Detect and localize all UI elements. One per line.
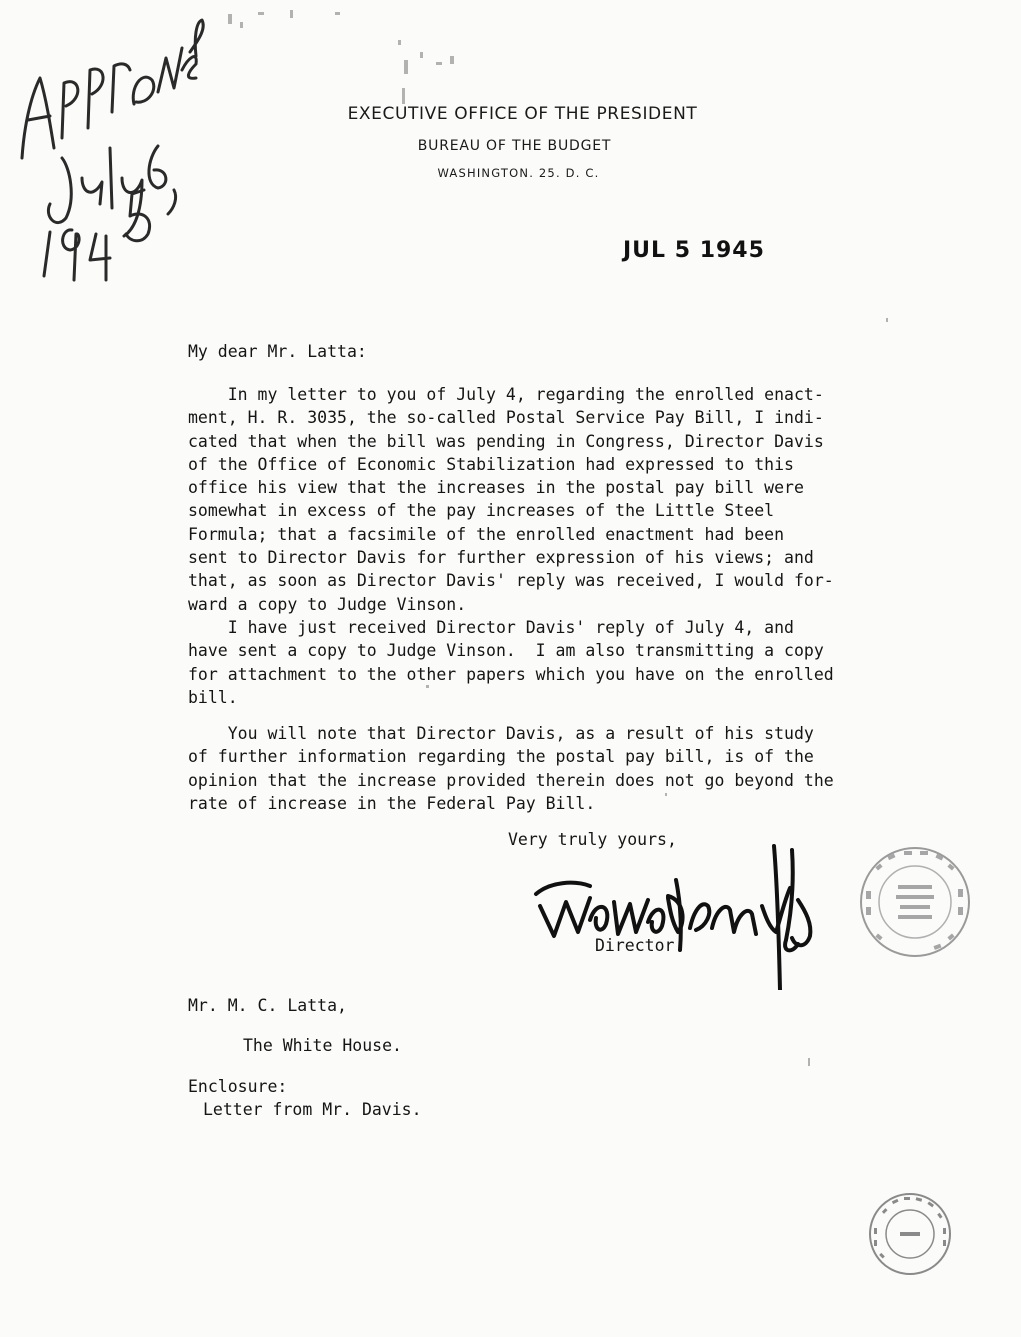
salutation: My dear Mr. Latta:: [188, 342, 367, 361]
letterhead-address: WASHINGTON. 25. D. C.: [437, 166, 600, 180]
text-line: of the Office of Economic Stabilization had expressed to this: [188, 454, 794, 474]
text-line: for attachment to the other papers which you have on the enrolled: [188, 664, 834, 684]
text-line: Formula; that a facsimile of the enrolled enactment had been: [188, 524, 785, 544]
signer-title: Director.: [595, 936, 685, 955]
enclosure-item: Letter from Mr. Davis.: [203, 1100, 422, 1119]
closing: Very truly yours,: [508, 830, 677, 849]
addressee-name: Mr. M. C. Latta,: [188, 996, 347, 1015]
text-line: somewhat in excess of the pay increases of the Little Steel: [188, 501, 775, 521]
body-paragraph-1: [188, 383, 888, 616]
text-line: sent to Director Davis for further expression of his views; and: [188, 548, 814, 568]
letterhead-office: EXECUTIVE OFFICE OF THE PRESIDENT: [347, 104, 698, 124]
text-line: of further information regarding the postal pay bill, is of the: [188, 747, 814, 767]
body-paragraph-3: [188, 722, 888, 815]
text-line: You will note that Director Davis, as a result of his study: [188, 724, 814, 743]
text-line: cated that when the bill was pending in Congress, Director Davis: [188, 431, 824, 451]
text-line: opinion that the increase provided therein does not go beyond the: [188, 770, 834, 790]
enclosure-label: Enclosure:: [188, 1077, 288, 1096]
signature: [530, 840, 830, 990]
addressee-location: The White House.: [243, 1036, 402, 1055]
text-line: In my letter to you of July 4, regarding the enrolled enact-: [188, 385, 824, 404]
library-seal: [858, 845, 973, 960]
text-line: I have just received Director Davis' reply of July 4, and: [188, 618, 794, 637]
text-line: that, as soon as Director Davis' reply was received, I would for-: [188, 571, 834, 591]
letterhead-bureau: BUREAU OF THE BUDGET: [417, 138, 612, 154]
text-line: bill.: [188, 687, 238, 707]
body-paragraph-2: [188, 616, 888, 709]
text-line: rate of increase in the Federal Pay Bill.: [188, 793, 596, 813]
nara-seal: [868, 1192, 953, 1277]
text-line: ward a copy to Judge Vinson.: [188, 594, 467, 614]
text-line: have sent a copy to Judge Vinson. I am also transmitting a copy: [188, 641, 824, 661]
text-line: ment, H. R. 3035, the so-called Postal Service Pay Bill, I indi-: [188, 408, 824, 428]
text-line: office his view that the increases in the postal pay bill were: [188, 478, 804, 498]
date-stamp: JUL 5 1945: [623, 238, 765, 263]
